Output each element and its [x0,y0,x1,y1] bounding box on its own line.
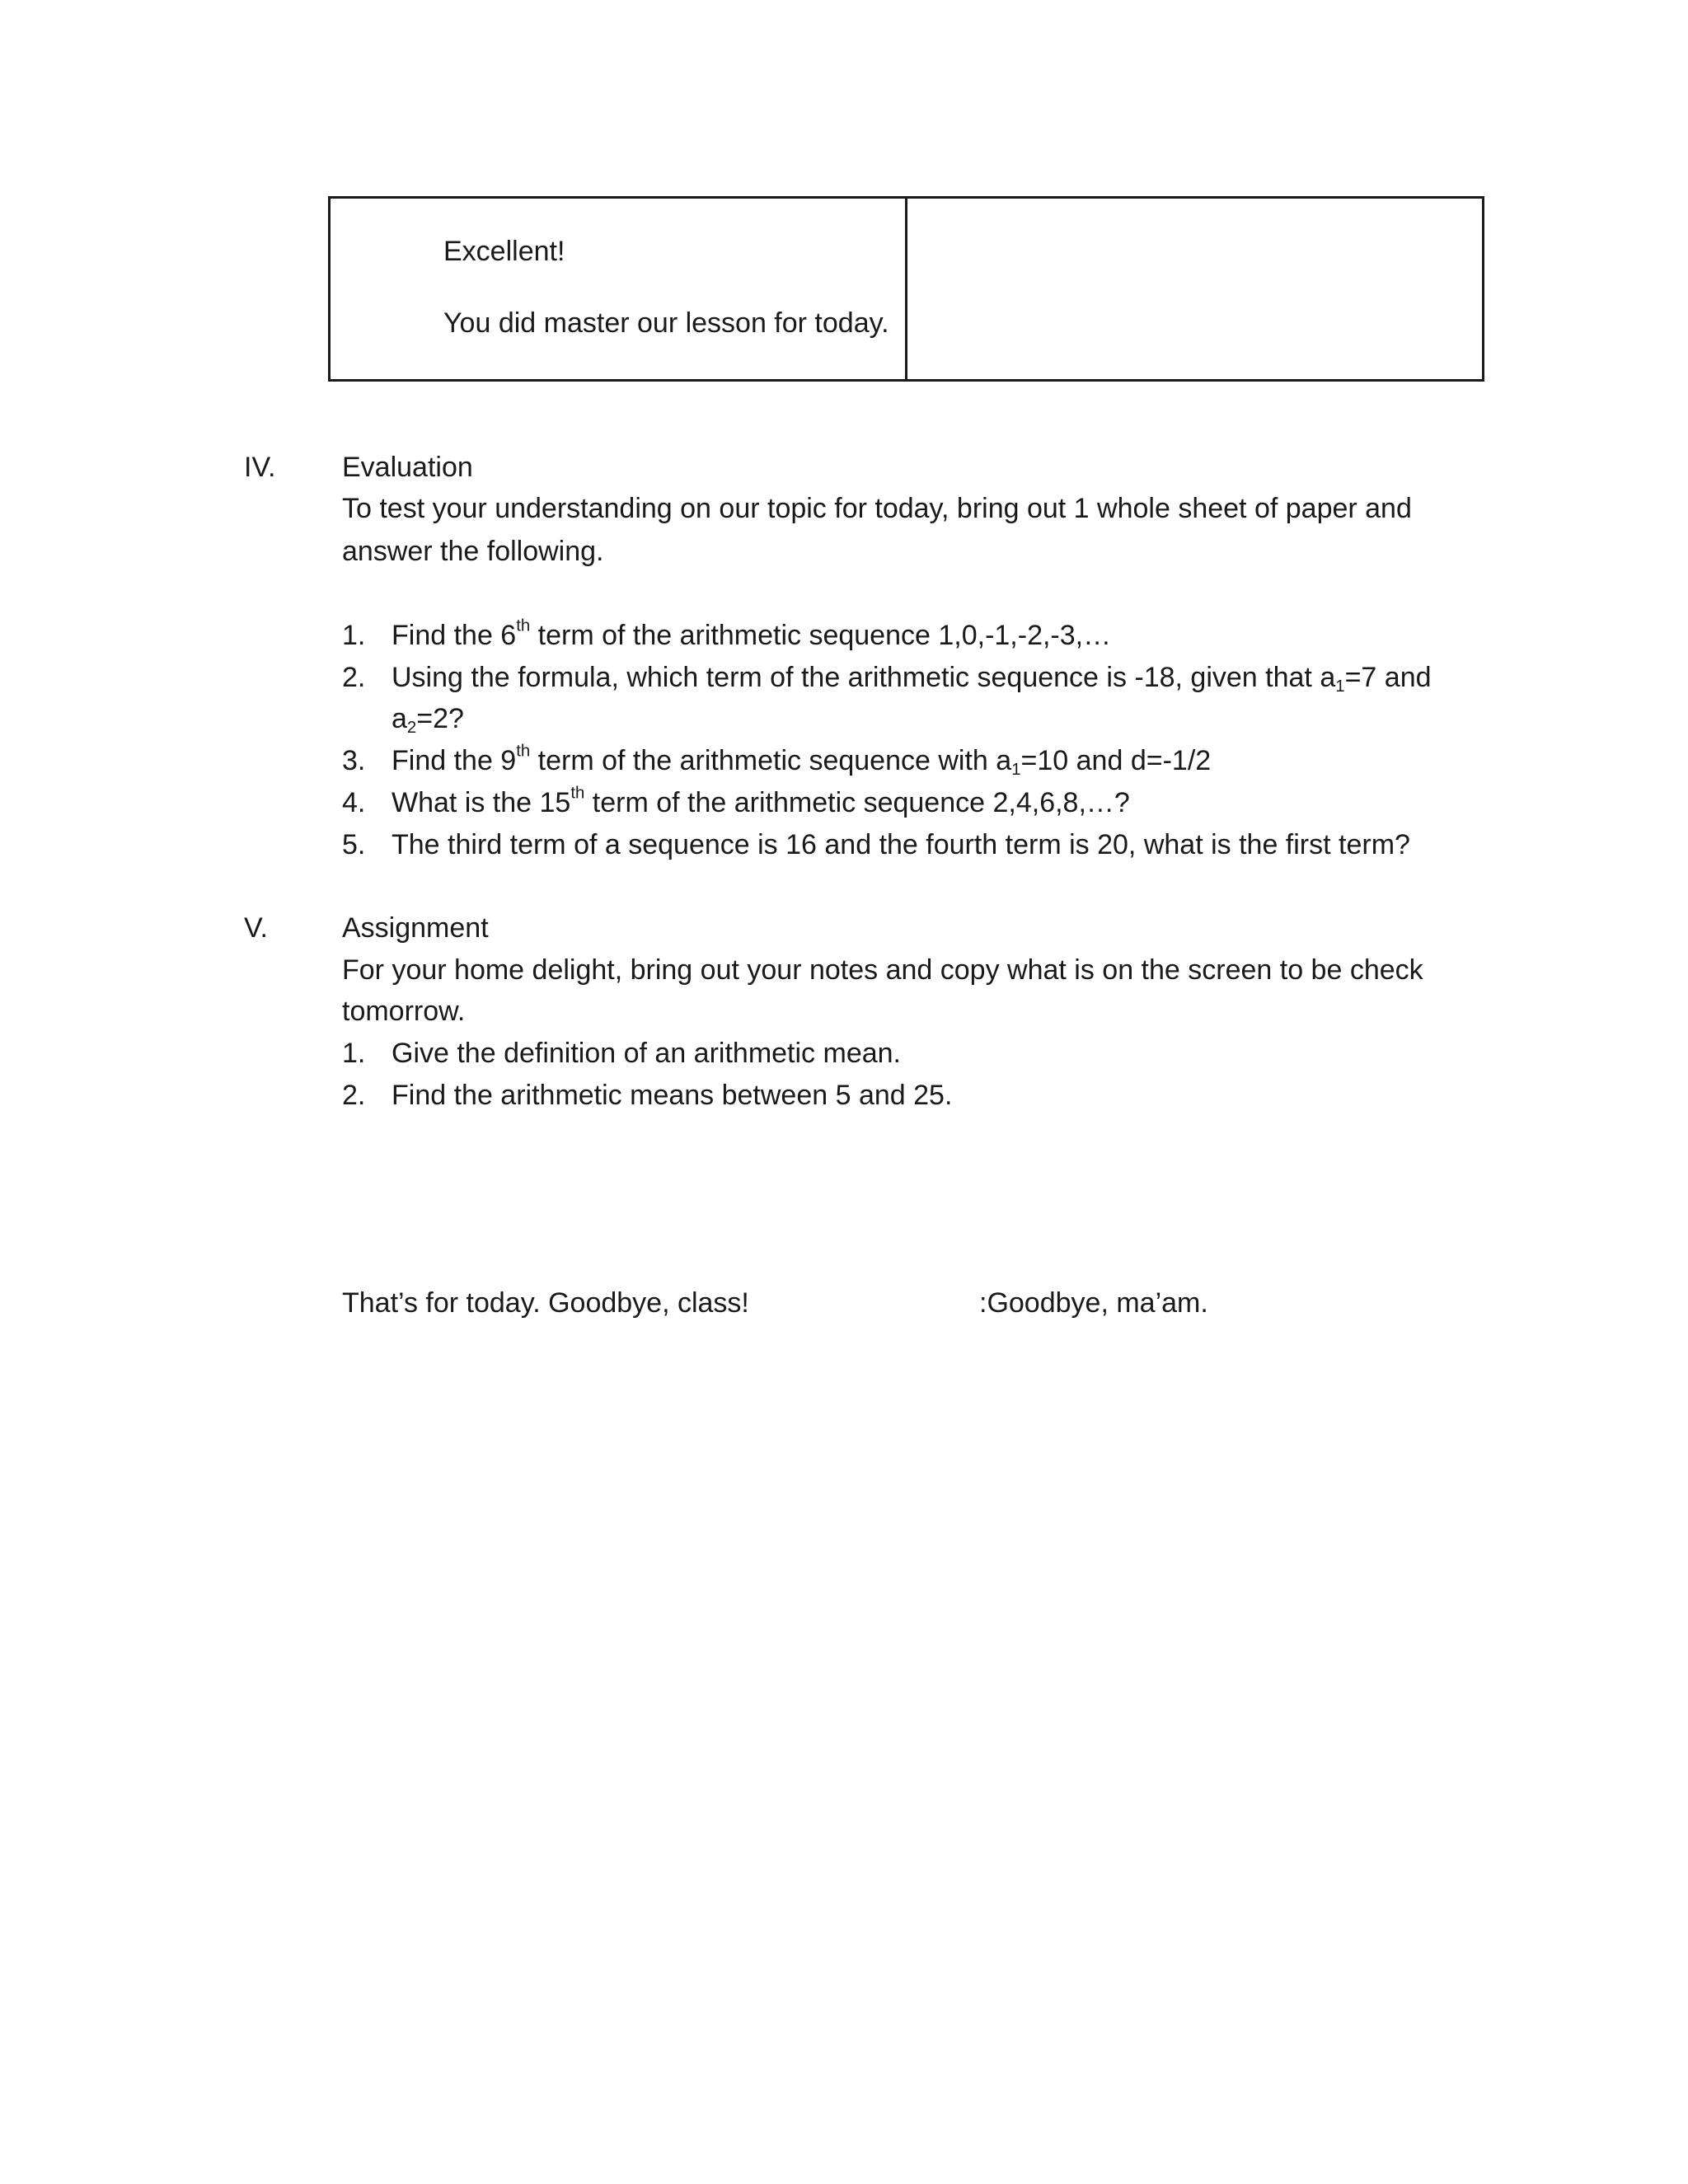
evaluation-item-1-superscript: th [516,616,531,635]
evaluation-item-3-text-a: Find the 9 [392,745,517,776]
evaluation-item-4-superscript: th [570,784,585,803]
feedback-line-2: You did master our lesson for today. [443,307,889,339]
assignment-numeral: V. [244,912,269,944]
assignment-heading: Assignment [342,912,489,944]
evaluation-item-2-subscript-1: 1 [1335,677,1345,696]
assignment-intro-line-2: tomorrow. [342,996,466,1027]
evaluation-item-4-text-a: What is the 15 [392,787,571,818]
teacher-activity-cell [331,199,907,379]
evaluation-item-3-subscript: 1 [1011,761,1021,780]
evaluation-item-2 [392,662,1432,694]
evaluation-item-2-cont-b: =2? [416,703,464,734]
evaluation-item-4 [392,784,1130,819]
assignment-item-2-number: 2. [342,1080,366,1111]
evaluation-intro-line-2: answer the following. [342,536,604,567]
evaluation-item-4-text-b: term of the arithmetic sequence 2,4,6,8,…? [584,787,1130,818]
evaluation-heading: Evaluation [342,452,473,483]
evaluation-item-2-text-a: Using the formula, which term of the arithmetic sequence is -18, given that a [392,662,1336,693]
evaluation-intro-line-1: To test your understanding on our topic for today, bring out 1 whole sheet of paper and [342,493,1412,524]
assignment-item-1-number: 1. [342,1038,366,1069]
evaluation-item-3-number: 3. [342,745,366,776]
assignment-item-2: Find the arithmetic means between 5 and 25. [392,1080,953,1111]
evaluation-item-1 [392,616,1112,652]
evaluation-item-5: The third term of a sequence is 16 and the fourth term is 20, what is the first term? [392,829,1410,860]
evaluation-item-2-number: 2. [342,662,366,693]
evaluation-item-2-subscript-2: 2 [406,719,417,738]
assignment-item-1: Give the definition of an arithmetic mean. [392,1038,901,1069]
evaluation-item-3 [392,742,1212,780]
assignment-intro-line-1: For your home delight, bring out your notes and copy what is on the screen to be check [342,954,1423,986]
evaluation-item-3-text-c: =10 and d=-1/2 [1020,745,1212,776]
closing-students-line: :Goodbye, ma’am. [979,1287,1208,1319]
closing-teacher-line: That’s for today. Goodbye, class! [342,1287,749,1319]
feedback-table [328,196,1484,382]
evaluation-item-2-continuation [392,703,464,738]
evaluation-item-1-text-b: term of the arithmetic sequence 1,0,-1,-2,-3,… [530,620,1112,651]
evaluation-item-1-number: 1. [342,620,366,651]
evaluation-item-3-superscript: th [516,742,531,761]
evaluation-item-2-cont-a: a [392,703,407,734]
evaluation-item-3-text-b: term of the arithmetic sequence with a [530,745,1012,776]
evaluation-item-4-number: 4. [342,787,366,818]
feedback-line-1: Excellent! [443,236,565,267]
evaluation-item-5-number: 5. [342,829,366,860]
evaluation-numeral: IV. [244,452,276,483]
evaluation-item-1-text-a: Find the 6 [392,620,517,651]
student-activity-cell [907,199,1482,379]
evaluation-item-2-text-b: =7 and [1344,662,1432,693]
